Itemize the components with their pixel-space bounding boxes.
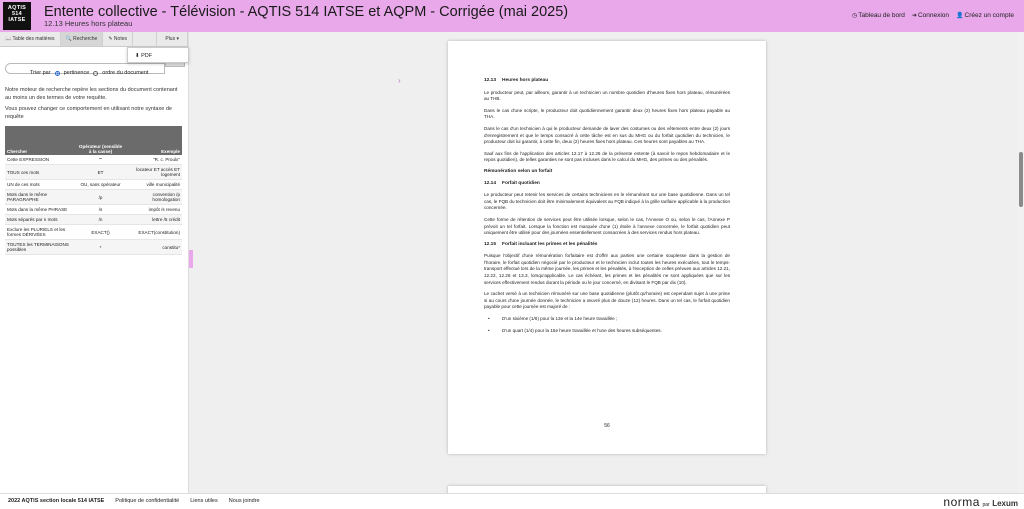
top-links [852, 12, 1014, 19]
example-cell: lettre /5 crédit [125, 215, 182, 225]
table-row [5, 180, 182, 190]
aqtis-logo[interactable]: AQTIS 514 IATSE [3, 2, 31, 30]
header-example: Exemple [125, 126, 182, 155]
sidebar [0, 32, 189, 493]
search-icon: 🔍 [65, 36, 72, 42]
sort-relevance-radio[interactable] [55, 71, 60, 76]
section-heading: 12.13 Heures hors plateau [484, 78, 549, 83]
footer-copyright: 2022 AQTIS section locale 514 IATSE [8, 498, 105, 504]
example-cell: EXACT(constitution) [125, 225, 182, 240]
operator-cell: "" [76, 155, 125, 165]
user-plus-icon: 👤 [956, 13, 964, 19]
paragraph: Puisque l'objectif d'une rémunération forfaitaire est d'offrir aux parties une certaine souplesse dans la gestion de l'horaire, le forfait quotidien négocié par le producteur et le technicien inclut toutes les heures exécutées, tout le temps-transport effectué lors de la même journée, les primes et les pénalités, à l'exception de celles prévues aux articles 12.21, 12.22, 12.26 et 13.3, lorsqu'applicable. Le cas échéant, les primes et les pénalités ne sont appliquées que sur les services effectivement rendus durant la période ou le jour concerné, en divisant le FQB par dix (10). [484, 253, 730, 285]
paragraph: Dans le cas d'une scripte, le producteur doit quotidiennement garantir deux (2) heures fixes hors plateau payable au THA. [484, 107, 730, 120]
paragraph: Le producteur peut retenir les services de certains techniciens en le rémunérant sur une base quotidienne. Dans un tel cas, le FQB du technicien doit être minimalement équivalent au FQB indiqué à la grille tarifaire applicable à la production concernée. [484, 192, 730, 211]
sort-document-order-radio[interactable] [93, 71, 98, 76]
search-cell: Exclure les PLURIELS et les formes DÉRIVÉES [5, 225, 76, 240]
help-text-1: Notre moteur de recherche repère les sections du document contenant au moins un des termes de votre requête. [5, 87, 178, 101]
pencil-icon: ✎ [108, 36, 113, 42]
document-content [484, 78, 730, 339]
example-cell: locateur ET accès ET logement [125, 165, 182, 180]
list-item: • D'un sixième (1/6) pour la 13e et la 14e heure travaillée ; [484, 316, 730, 323]
bullet-list [484, 316, 730, 334]
sort-label: Trier par [30, 70, 51, 76]
chevron-right-icon[interactable]: › [398, 76, 401, 85]
tab-notes[interactable]: ✎ Notes [103, 32, 133, 46]
operator-cell: OU, sans opérateur [76, 180, 125, 190]
search-cell: Mots dans le même PARAGRAPHE [5, 190, 76, 205]
operator-cell: EXACT() [76, 225, 125, 240]
example-cell: "R. c. Proulx" [125, 155, 182, 165]
section-heading: 12.15 Forfait incluant les primes et les pénalités [484, 241, 598, 247]
pdf-download-item[interactable]: ⬇ PDF [127, 47, 189, 63]
operator-cell: ET [76, 165, 125, 180]
example-cell: ville municipalité [125, 180, 182, 190]
norma-lexum-logo[interactable]: norma par Lexum [943, 495, 1018, 509]
footer-links [8, 498, 260, 504]
list-item: • D'un quart (1/4) pour la 15e heure travaillée et l'une des heures subséquentes. [484, 328, 730, 335]
app-header [0, 0, 1024, 32]
operator-cell: /n [76, 215, 125, 225]
book-icon: 📖 [5, 36, 12, 42]
tab-search[interactable]: 🔍 Recherche [61, 32, 104, 46]
header-operator: Opérateur (sensible à la casse) [76, 126, 125, 155]
scrollbar-thumb[interactable] [1019, 152, 1023, 207]
help-text-2: Vous pouvez changer ce comportement en utilisant notre syntaxe de requête [5, 106, 172, 120]
table-row [5, 215, 182, 225]
subheading: Rémunération selon un forfait [484, 168, 553, 174]
page-title: Entente collective - Télévision - AQTIS 514 IATSE et AQPM - Corrigée (mai 2025) [44, 4, 569, 20]
operator-cell: * [76, 240, 125, 255]
login-link[interactable]: ➜Connexion [911, 12, 950, 19]
section-heading: 12.14 Forfait quotidien [484, 180, 540, 186]
header-search: Chercher [5, 126, 76, 155]
footer-link-useful[interactable]: Liens utiles [190, 498, 218, 504]
dashboard-icon: ◷ [852, 13, 858, 19]
signup-link[interactable]: 👤Créez un compte [956, 12, 1014, 19]
paragraph: Sauf aux fins de l'application des articles 12.17 à 12.26 de la présente entente (à savoir le repos hebdomadaire et le repos quotidien), de telles garanties ne sont pas incluses dans le calcul du MHG, des primes ou des pénalités. [484, 150, 730, 163]
dashboard-link[interactable]: ◷Tableau de bord [852, 12, 905, 19]
search-cell: Mots dans la même PHRASE [5, 205, 76, 215]
table-header-row [5, 126, 182, 155]
table-row [5, 225, 182, 240]
table-row [5, 190, 182, 205]
tab-toc[interactable]: 📖 Table des matières [0, 32, 61, 46]
example-cell: impôt /s revenu [125, 205, 182, 215]
paragraph: Le producteur peut, par ailleurs, garantir à un technicien un nombre quotidien d'heures fixes hors plateau, rémunérées au THB. [484, 89, 730, 102]
paragraph: Cette forme de rétention de services peut être utilisée lorsque, selon le cas, l'Annexe O ou, selon le cas, l'Annexe P prévoit un tel forfait. Lorsque la fonction est marquée d'une (1) étoile à l'annexe concernée, le forfait quotidien peut uniquement être utilisé pour des journées essentiellement consacrées à des services rendus hors plateau. [484, 216, 730, 236]
search-cell: UN de ces mots [5, 180, 76, 190]
more-dropdown-toggle[interactable]: Plus ▾ [156, 32, 188, 46]
paragraph: Dans le cas d'un technicien à qui le producteur demande de laver des costumes ou des vêtements entre deux (2) jours d'enregistrement et que le temps consacré à cette tâche est en sus du MHG ou du forfait quotidien du technicien, le producteur doit lui garantir, à cette fin, deux (2) heures fixes hors plateau. Ces heures sont payables au THA. [484, 125, 730, 145]
document-page [448, 41, 766, 454]
sidebar-resize-handle[interactable] [189, 250, 193, 268]
vertical-scrollbar[interactable] [1018, 32, 1024, 493]
sort-document-order-label[interactable]: ordre du document [102, 70, 149, 76]
operator-cell: /p [76, 190, 125, 205]
login-icon: ➜ [911, 13, 917, 19]
page-subtitle: 12.13 Heures hors plateau [44, 19, 133, 28]
search-cell: TOUS ces mots [5, 165, 76, 180]
page-number: 56 [604, 423, 610, 429]
operator-cell: /s [76, 205, 125, 215]
example-cell: convention /p homologation [125, 190, 182, 205]
table-row [5, 240, 182, 255]
search-cell: TOUTES les TERMINAISONS possibles [5, 240, 76, 255]
example-cell: constitu* [125, 240, 182, 255]
sort-row [30, 70, 148, 76]
table-row [5, 205, 182, 215]
paragraph: Le cachet versé à un technicien rémunéré sur une base quotidienne (plutôt qu'horaire) est cependant sujet à une prime si au cours d'une journée donnée, le technicien a œuvré plus de douze (12) heures. Dans un tel cas, le forfait quotidien payable pour cette journée est majoré de : [484, 291, 730, 310]
footer-link-contact[interactable]: Nous joindre [228, 498, 260, 504]
search-help [5, 87, 185, 125]
table-row [5, 155, 182, 165]
footer-link-privacy[interactable]: Politique de confidentialité [115, 498, 180, 504]
search-cell: Mots séparés par n mots [5, 215, 76, 225]
sidebar-tabs [0, 32, 188, 47]
query-syntax-table [5, 126, 182, 255]
search-cell: Cette EXPRESSION [5, 155, 76, 165]
sort-relevance-label[interactable]: pertinence [63, 70, 90, 76]
footer [0, 493, 1024, 509]
table-row [5, 165, 182, 180]
